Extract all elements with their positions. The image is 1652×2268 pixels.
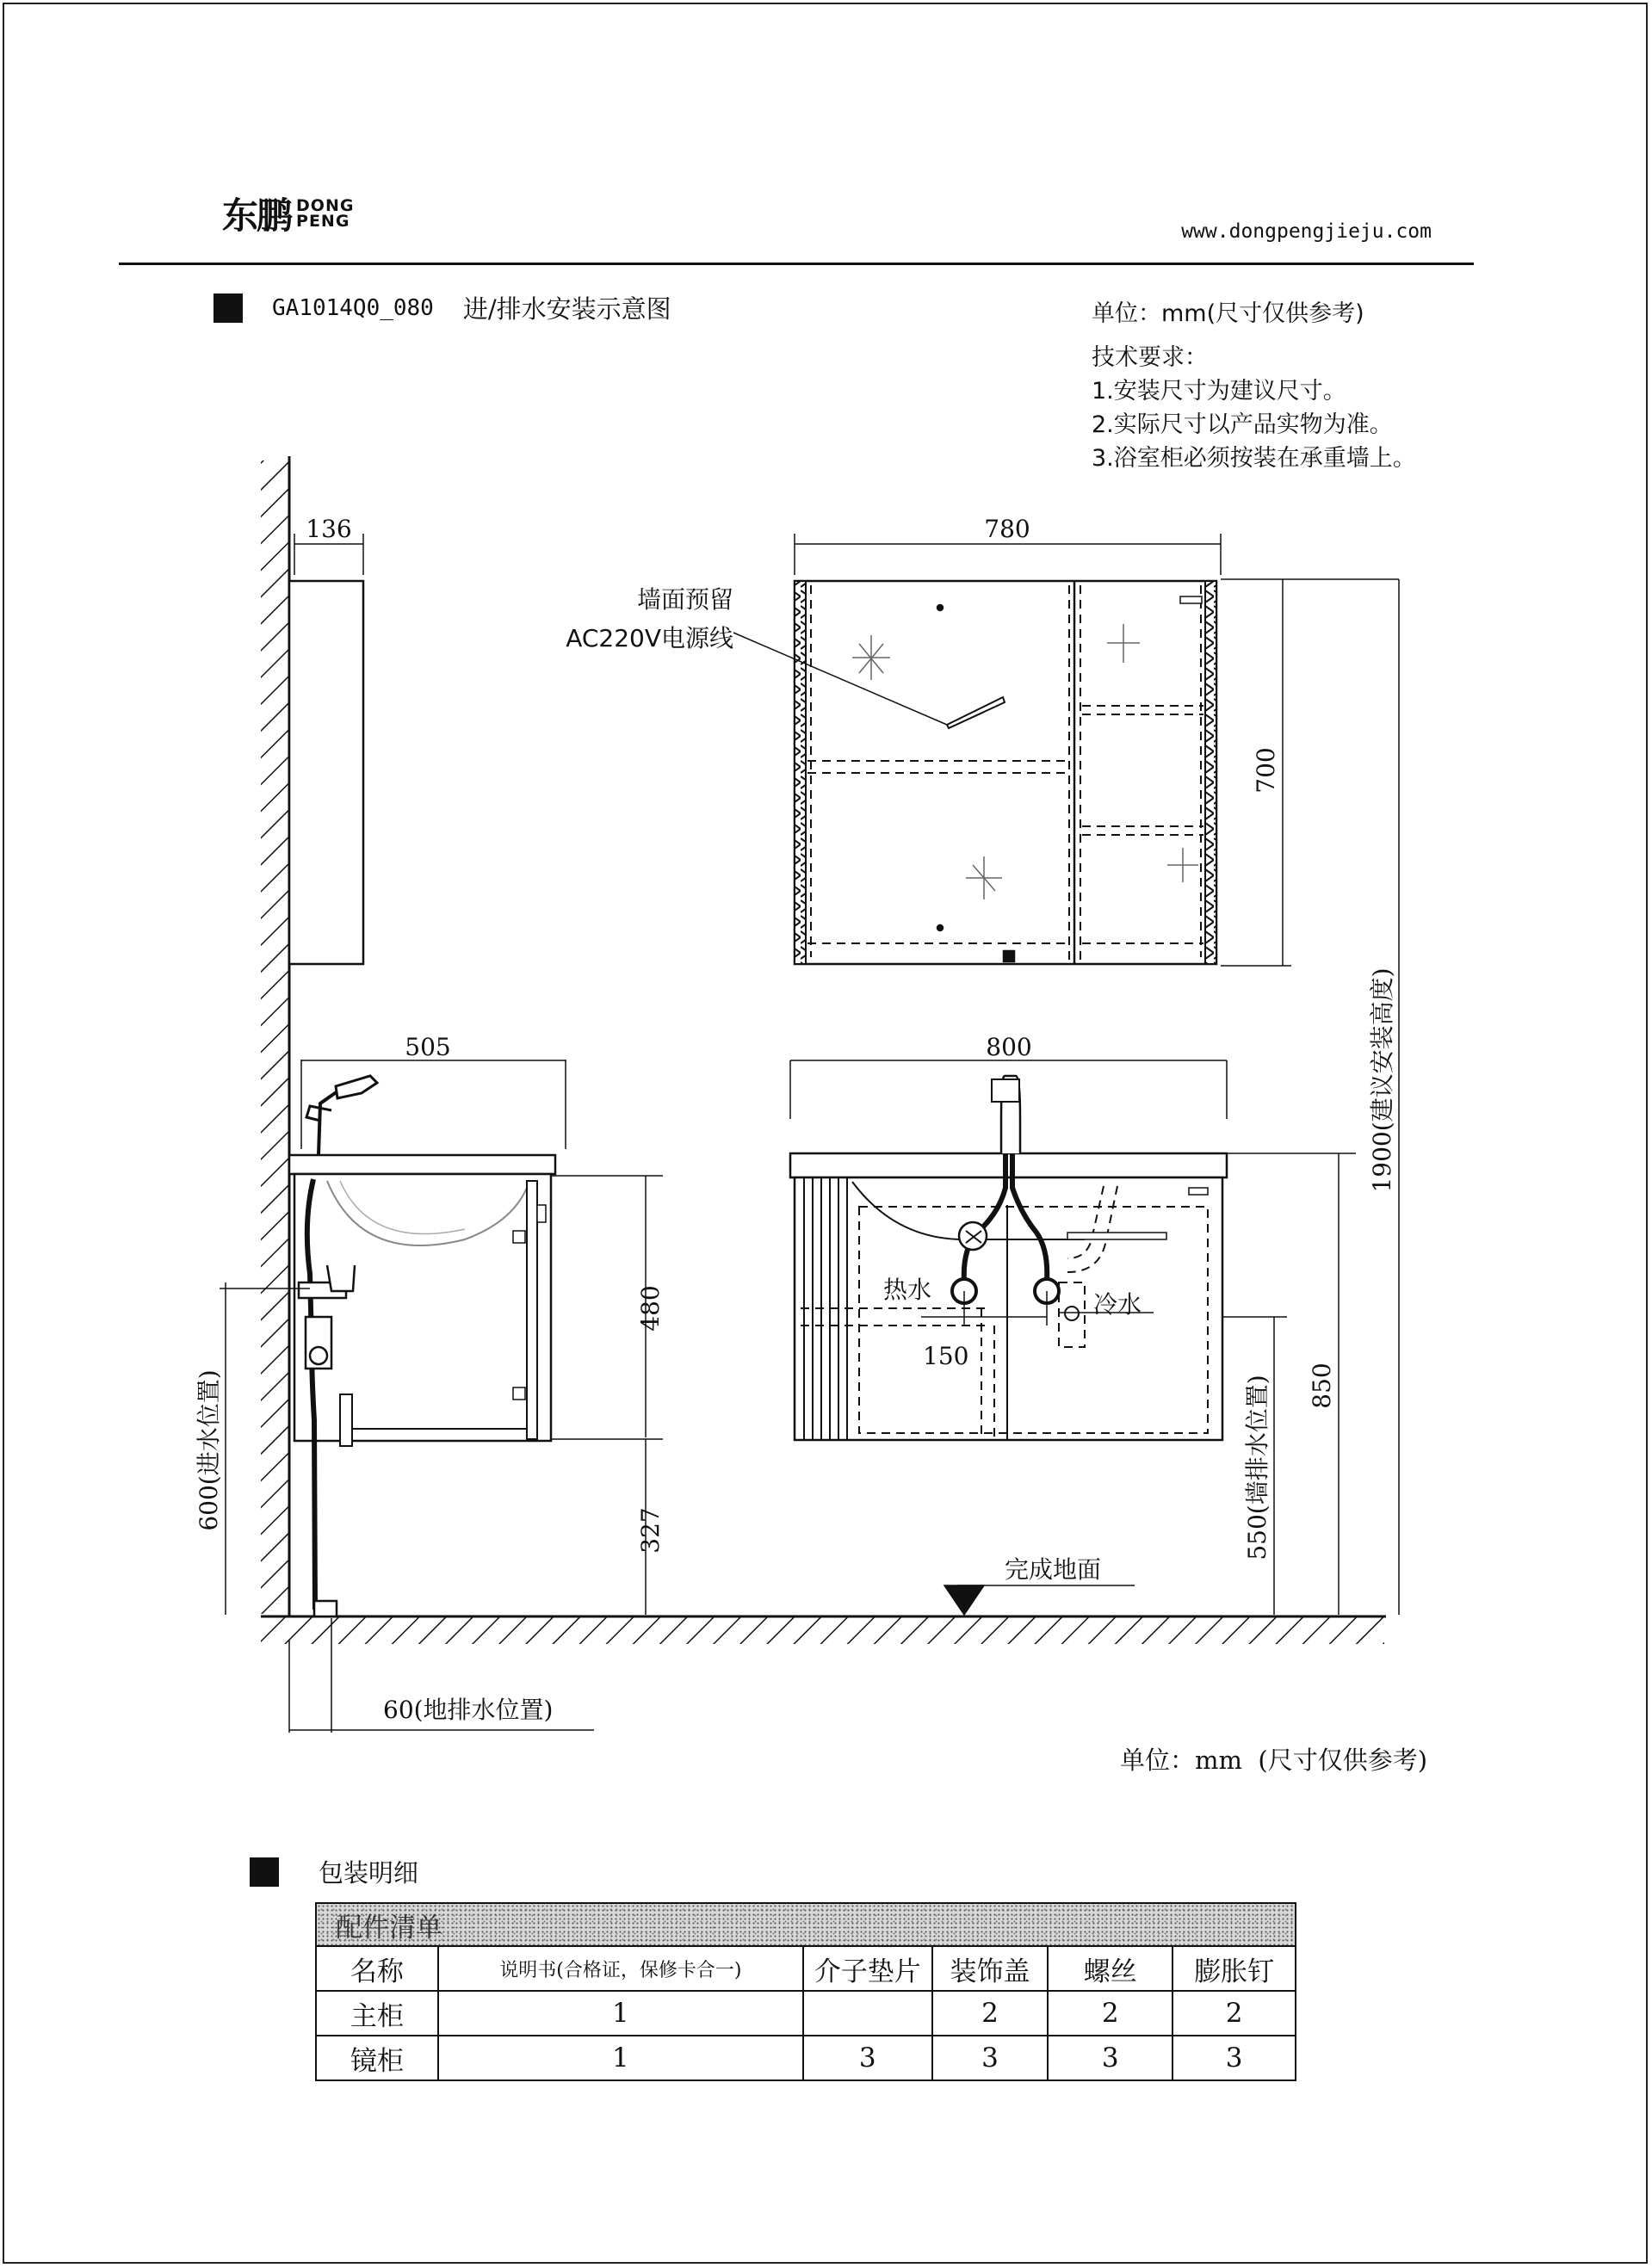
parts-table-caption: 配件清单 (316, 1903, 1296, 1946)
parts-table-header (316, 1946, 1296, 1991)
power-line-label-1: 墙面预留 (636, 585, 733, 614)
table-row (316, 1991, 1296, 2036)
model-code: GA1014Q0_080 (272, 294, 434, 321)
parts-table (315, 1902, 1296, 2081)
unit-note: 单位：mm (尺寸仅供参考) (1120, 1746, 1428, 1775)
table-cell: 3 (1048, 2036, 1172, 2080)
dim-text-700: 700 (1252, 747, 1280, 794)
side-basin-top (289, 1155, 555, 1174)
brand-name-en-line1: DONG (296, 196, 355, 215)
requirement-item: 2.实际尺寸以产品实物为准。 (1092, 411, 1393, 438)
table-cell: 主柜 (316, 1991, 438, 2036)
parts-table-caption-row (316, 1903, 1296, 1946)
website-url: www.dongpengjieju.com (1181, 220, 1432, 243)
cold-water-label: 冷水 (1093, 1290, 1142, 1319)
side-cabinet-body (294, 1174, 551, 1441)
requirement-item: 3.浴室柜必须按装在承重墙上。 (1092, 445, 1416, 472)
column-header: 膨胀钉 (1172, 1946, 1296, 1991)
dim-text-150: 150 (923, 1342, 969, 1370)
brand-name-en-line2: PENG (296, 212, 350, 231)
column-header: 装饰盖 (932, 1946, 1049, 1991)
table-row (316, 2036, 1296, 2080)
drawing-title-text: 进/排水安装示意图 (462, 294, 671, 324)
requirement-item: 1.安装尺寸为建议尺寸。 (1092, 378, 1346, 405)
finished-floor-marker (944, 1585, 984, 1615)
table-cell: 2 (1172, 1991, 1296, 2036)
side-mirror-cabinet (289, 581, 363, 964)
dim-text-550: 550(墙排水位置) (1243, 1375, 1271, 1560)
dim-text-480: 480 (636, 1285, 665, 1332)
table-cell: 1 (438, 2036, 803, 2080)
table-cell: 2 (1048, 1991, 1172, 2036)
column-header: 名称 (316, 1946, 438, 1991)
dim-text-780: 780 (984, 515, 1030, 543)
front-basin-cabinet (790, 1060, 1227, 1615)
packing-square-bullet (250, 1857, 279, 1887)
dim-text-1900: 1900(建议安装高度) (1368, 967, 1396, 1193)
floor-section (261, 1616, 1386, 1644)
front-mirror-cabinet (733, 534, 1399, 1615)
table-cell: 3 (803, 2036, 932, 2080)
table-cell (803, 1991, 932, 2036)
dim-text-136: 136 (306, 515, 352, 543)
wall-hatch (261, 460, 289, 1614)
packing-heading-text: 包装明细 (319, 1858, 419, 1888)
table-cell: 镜柜 (316, 2036, 438, 2080)
table-cell: 1 (438, 1991, 803, 2036)
packing-heading (250, 1854, 418, 1889)
unit-label: 单位：mm(尺寸仅供参考) (1092, 300, 1364, 327)
column-header: 介子垫片 (803, 1946, 932, 1991)
power-line-label-2: AC220V电源线 (566, 624, 733, 652)
table-cell: 3 (1172, 2036, 1296, 2080)
floor-hatch (261, 1616, 1384, 1644)
table-cell: 3 (932, 2036, 1049, 2080)
column-header: 说明书(合格证，保修卡合一) (438, 1946, 803, 1991)
dim-text-800: 800 (986, 1033, 1032, 1061)
dim-text-600: 600(进水位置) (195, 1369, 223, 1531)
wall-section (261, 456, 289, 1616)
dim-text-850: 850 (1308, 1363, 1336, 1409)
dim-text-505: 505 (405, 1033, 451, 1061)
hot-water-label: 热水 (883, 1276, 932, 1304)
table-cell: 2 (932, 1991, 1049, 2036)
finished-floor-label: 完成地面 (1005, 1555, 1102, 1584)
dim-text-60: 60(地排水位置) (383, 1696, 554, 1724)
column-header: 螺丝 (1048, 1946, 1172, 1991)
dim-text-327: 327 (636, 1507, 665, 1554)
brand-name-cn: 东鹏 (222, 195, 292, 237)
requirements-heading: 技术要求： (1092, 344, 1208, 371)
